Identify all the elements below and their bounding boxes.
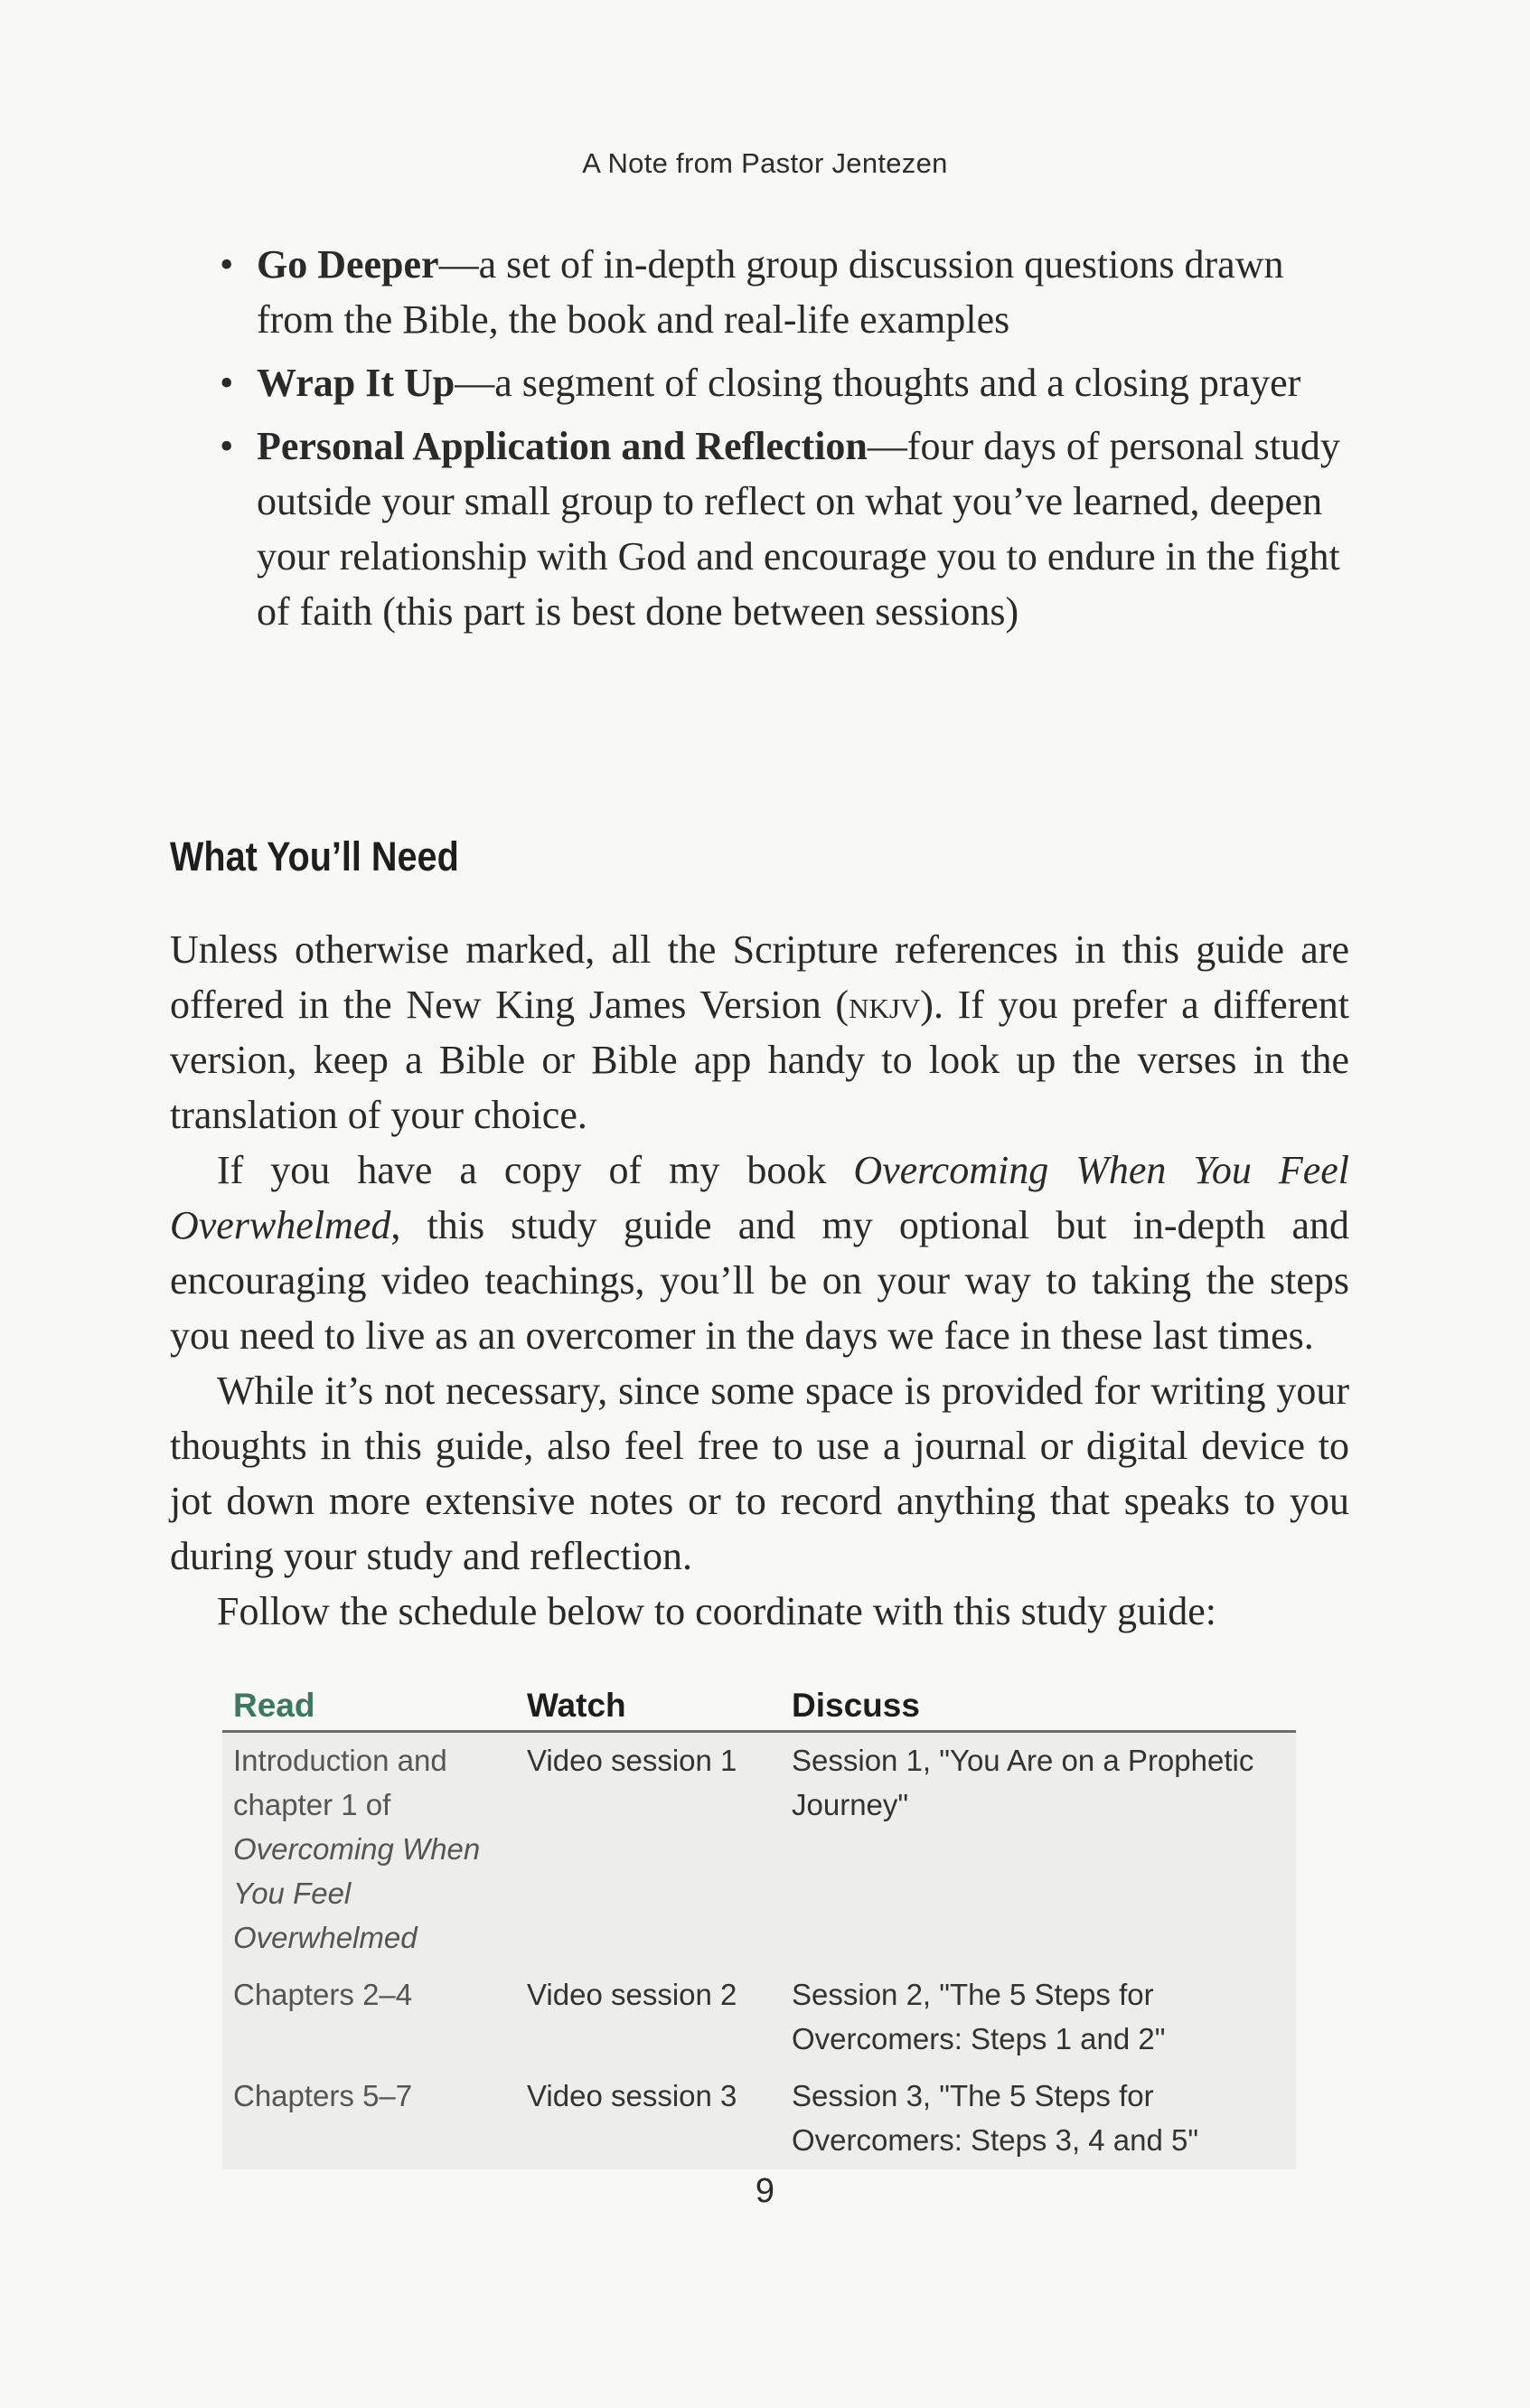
list-item-text: —a set of in-depth group discussion questions drawn from the Bible, the book and real-life examples <box>257 242 1284 342</box>
section-heading: What You’ll Need <box>170 833 459 879</box>
read-text: Chapters 2–4 <box>233 1978 413 2011</box>
table-row <box>222 1732 1296 1968</box>
paragraph-text: If you have a copy of my book <box>217 1148 854 1192</box>
table-header-row <box>222 1687 1296 1732</box>
column-header-discuss: Discuss <box>781 1687 1296 1732</box>
bullet-icon: • <box>220 242 234 287</box>
discuss-cell: Session 2, "The 5 Steps for Overcomers: Steps 1 and 2" <box>792 1978 1166 2055</box>
watch-cell: Video session 2 <box>527 1978 737 2011</box>
column-header-watch: Watch <box>516 1687 781 1732</box>
discuss-cell: Session 3, "The 5 Steps for Overcomers: Steps 3, 4 and 5" <box>792 2079 1199 2157</box>
list-item-term: Go Deeper <box>257 242 439 287</box>
list-item-term: Personal Application and Reflection <box>257 424 868 468</box>
discuss-cell: Session 1, "You Are on a Prophetic Journey" <box>792 1744 1254 1821</box>
list-item-personal-application <box>203 419 1369 639</box>
bullet-icon: • <box>220 361 234 405</box>
list-item-wrap-it-up <box>203 355 1369 410</box>
body-text <box>170 922 1349 1639</box>
page-number: 9 <box>755 2172 775 2210</box>
table-row <box>222 1967 1296 2068</box>
column-header-read: Read <box>222 1687 516 1732</box>
read-text: Introduction and chapter 1 of <box>233 1744 447 1821</box>
read-cell <box>222 1967 516 2068</box>
paragraph-text: , this study guide and my optional but in-depth and encouraging video teachings, you’ll be on your way to taking the steps you need to live as an overcomer in the days we face in these last times. <box>170 1203 1349 1358</box>
list-item-term: Wrap It Up <box>257 361 455 405</box>
version-abbreviation: nkjv <box>849 983 921 1027</box>
read-book-title: Overcoming When You Feel Overwhelmed <box>233 1832 481 1954</box>
paragraph-text: Unless otherwise marked, all the Scripture references in this guide are offered in the New King James Version ( <box>170 927 1349 1027</box>
list-item-go-deeper <box>203 237 1369 347</box>
bullet-icon: • <box>220 424 234 468</box>
read-text: Chapters 5–7 <box>233 2079 413 2112</box>
watch-cell: Video session 1 <box>527 1744 737 1777</box>
paragraph-text: ). If you prefer a different version, keep a Bible or Bible app handy to look up the verses in the translation of your choice. <box>170 983 1350 1137</box>
running-head: A Note from Pastor Jentezen <box>582 147 948 179</box>
paragraph-scripture-version <box>170 922 1349 1143</box>
paragraph-journal: While it’s not necessary, since some space is provided for writing your thoughts in this guide, also feel free to use a journal or digital device to jot down more extensive notes or to record anything that speaks to you during your study and reflection. <box>170 1369 1349 1578</box>
schedule-table <box>222 1687 1296 2169</box>
book-title: Overcoming When You Feel Overwhelmed <box>170 1148 1349 1247</box>
list-item-text: —four days of personal study outside your small group to reflect on what you’ve learned, deepen your relationship with God and encourage you to endure in the fight of faith (this part is best done between sessions) <box>257 424 1340 634</box>
read-cell <box>222 1732 516 1968</box>
paragraph-schedule-intro: Follow the schedule below to coordinate with this study guide: <box>217 1589 1216 1633</box>
session-components-list <box>203 237 1369 647</box>
watch-cell: Video session 3 <box>527 2079 737 2112</box>
read-cell <box>222 2068 516 2169</box>
paragraph-book-copy <box>170 1143 1349 1363</box>
table-row <box>222 2068 1296 2169</box>
list-item-text: —a segment of closing thoughts and a closing prayer <box>455 361 1301 405</box>
